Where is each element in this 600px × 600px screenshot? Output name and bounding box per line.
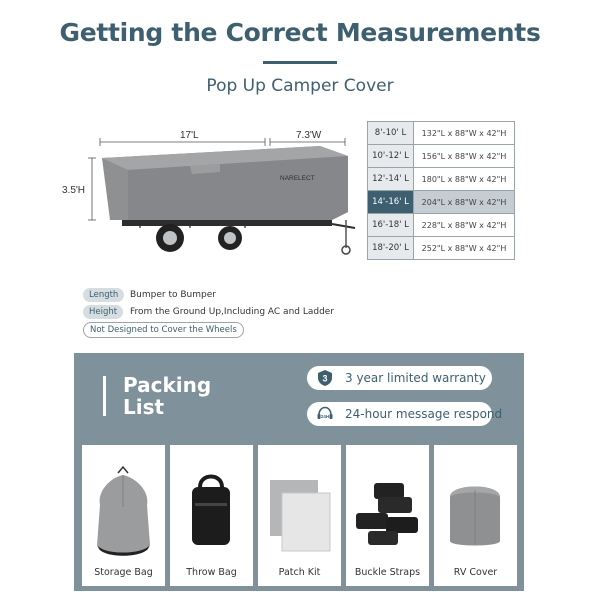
warranty-badge <box>307 366 492 390</box>
wheels-note: Not Designed to Cover the Wheels <box>83 322 244 338</box>
size-range: 18'-20' L <box>368 237 414 260</box>
item-label: Throw Bag <box>186 567 237 578</box>
support-badge <box>307 402 503 426</box>
size-dimensions: 204"L x 88"W x 42"H <box>414 191 515 214</box>
warranty-text: 3 year limited warranty <box>345 371 486 385</box>
packing-item-card <box>258 445 341 586</box>
size-range: 10'-12' L <box>368 145 414 168</box>
panel-accent-bar <box>103 376 106 416</box>
item-label: Patch Kit <box>278 567 321 578</box>
storage-bag-icon <box>82 445 165 586</box>
size-row <box>368 214 515 237</box>
packing-item-card <box>82 445 165 586</box>
length-legend-chip: Length <box>83 288 124 302</box>
warranty-number: 3 <box>322 373 328 384</box>
item-label: Storage Bag <box>94 567 153 578</box>
size-row <box>368 145 515 168</box>
size-chart-table <box>367 121 515 260</box>
page-subtitle: Pop Up Camper Cover <box>206 76 394 96</box>
packing-item-card <box>434 445 517 586</box>
support-hours-badge: 24H <box>320 414 330 419</box>
size-dimensions: 132"L x 88"W x 42"H <box>414 122 515 145</box>
height-legend-desc: From the Ground Up,Including AC and Ladder <box>130 307 335 317</box>
length-legend-desc: Bumper to Bumper <box>130 290 216 300</box>
shield-icon <box>316 369 334 387</box>
size-range: 16'-18' L <box>368 214 414 237</box>
size-dimensions: 156"L x 88"W x 42"H <box>414 145 515 168</box>
packing-item-card <box>346 445 429 586</box>
size-dimensions: 228"L x 88"W x 42"H <box>414 214 515 237</box>
rv-cover-icon <box>434 445 517 586</box>
packing-item-card <box>170 445 253 586</box>
cover-brand-label: NARELECT <box>280 175 315 182</box>
size-range: 12'-14' L <box>368 168 414 191</box>
size-row <box>368 168 515 191</box>
throw-bag-icon <box>170 445 253 586</box>
page-title: Getting the Correct Measurements <box>59 18 541 47</box>
camper-illustration <box>62 120 360 270</box>
headset-icon <box>316 405 334 423</box>
item-label: Buckle Straps <box>354 567 421 578</box>
size-dimensions: 180"L x 88"W x 42"H <box>414 168 515 191</box>
length-dimension-label: 17'L <box>180 130 199 141</box>
title-underline <box>263 61 337 64</box>
size-row <box>368 237 515 260</box>
size-row-highlighted <box>368 191 515 214</box>
size-row <box>368 122 515 145</box>
size-range: 8'-10' L <box>368 122 414 145</box>
width-dimension-label: 7.3'W <box>296 130 322 141</box>
patch-kit-icon <box>258 445 341 586</box>
packing-list-title: Packing List <box>123 373 212 419</box>
size-dimensions: 252"L x 88"W x 42"H <box>414 237 515 260</box>
support-text: 24-hour message respond <box>345 407 503 421</box>
height-dimension-label: 3.5'H <box>62 185 86 196</box>
size-range: 14'-16' L <box>368 191 414 214</box>
item-label: RV Cover <box>453 567 498 578</box>
buckle-straps-icon <box>346 445 429 586</box>
height-legend-chip: Height <box>83 305 123 319</box>
